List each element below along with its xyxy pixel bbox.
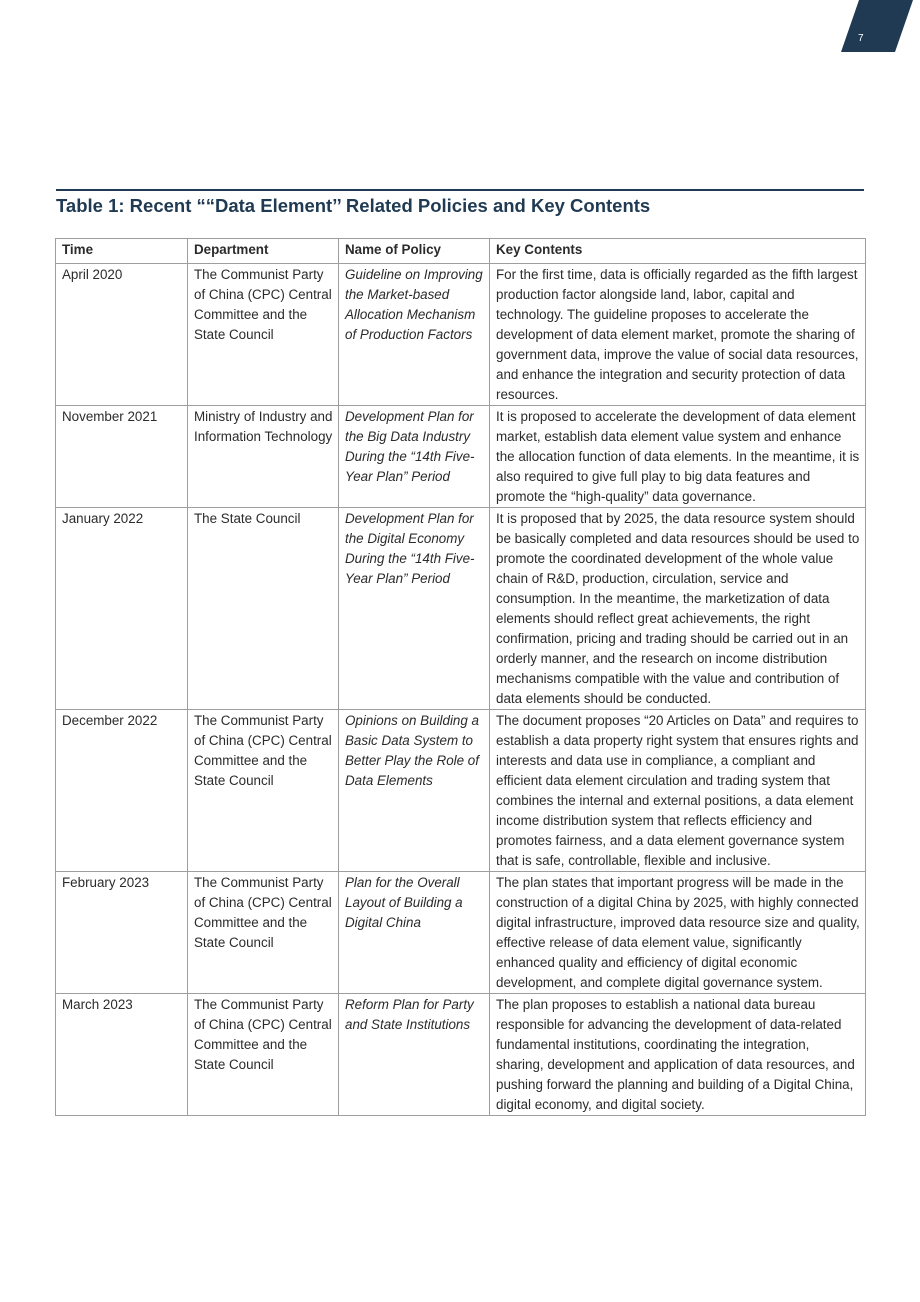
- cell-time: February 2023: [56, 872, 188, 994]
- header-time: Time: [56, 239, 188, 264]
- table-row: [56, 710, 866, 872]
- policy-table: [55, 238, 866, 1116]
- header-key-contents: Key Contents: [490, 239, 866, 264]
- cell-policy: Guideline on Improving the Market-based Allocation Mechanism of Production Factors: [339, 264, 490, 406]
- cell-time: November 2021: [56, 406, 188, 508]
- cell-key-contents: It is proposed that by 2025, the data resource system should be basically completed and data resources should be used to promote the coordinated development of the whole value chain of R&D, production, circulation, service and consumption. In the meantime, the marketization of data elements should reflect great achievements, the right confirmation, pricing and trading should be carried out in an orderly manner, and the research on income distribution mechanisms compatible with the value and contribution of data elements should be conducted.: [490, 508, 866, 710]
- table-row: [56, 508, 866, 710]
- table-row: [56, 872, 866, 994]
- table-row: [56, 264, 866, 406]
- table-row: [56, 406, 866, 508]
- title-rule: [56, 189, 864, 191]
- header-policy: Name of Policy: [339, 239, 490, 264]
- table-title: Table 1: Recent ““Data Element’’ Related Policies and Key Contents: [56, 195, 651, 216]
- cell-time: March 2023: [56, 994, 188, 1116]
- cell-time: April 2020: [56, 264, 188, 406]
- cell-policy: Reform Plan for Party and State Institutions: [339, 994, 490, 1116]
- cell-time: December 2022: [56, 710, 188, 872]
- cell-key-contents: The document proposes “20 Articles on Data” and requires to establish a data property right system that ensures rights and interests and data use in compliance, a compliant and efficient data element circulation and trading system that combines the internal and external positions, a data element income distribution system that reflects efficiency and promotes fairness, and a data element governance system that is safe, controllable, flexible and inclusive.: [490, 710, 866, 872]
- cell-key-contents: It is proposed to accelerate the development of data element market, establish data element value system and enhance the allocation function of data elements. In the meantime, it is also required to give full play to big data features and promote the “high-quality” data governance.: [490, 406, 866, 508]
- cell-department: The Communist Party of China (CPC) Central Committee and the State Council: [188, 264, 339, 406]
- page-number: 7: [858, 33, 864, 44]
- cell-policy: Development Plan for the Digital Economy During the “14th Five-Year Plan” Period: [339, 508, 490, 710]
- cell-key-contents: For the first time, data is officially regarded as the fifth largest production factor alongside land, labor, capital and technology. The guideline proposes to accelerate the development of data element market, promote the sharing of government data, improve the value of social data resources, and enhance the integration and security protection of data resources.: [490, 264, 866, 406]
- table-row: [56, 994, 866, 1116]
- cell-department: Ministry of Industry and Information Technology: [188, 406, 339, 508]
- cell-department: The Communist Party of China (CPC) Central Committee and the State Council: [188, 994, 339, 1116]
- page-number-tab: [841, 0, 913, 52]
- header-department: Department: [188, 239, 339, 264]
- cell-key-contents: The plan proposes to establish a national data bureau responsible for advancing the development of data-related fundamental institutions, coordinating the integration, sharing, development and application of data resources, and pushing forward the planning and building of a Digital China, digital economy, and digital society.: [490, 994, 866, 1116]
- cell-policy: Development Plan for the Big Data Industry During the “14th Five-Year Plan” Period: [339, 406, 490, 508]
- cell-department: The Communist Party of China (CPC) Central Committee and the State Council: [188, 872, 339, 994]
- cell-time: January 2022: [56, 508, 188, 710]
- cell-department: The State Council: [188, 508, 339, 710]
- cell-department: The Communist Party of China (CPC) Central Committee and the State Council: [188, 710, 339, 872]
- cell-key-contents: The plan states that important progress will be made in the construction of a digital China by 2025, with highly connected digital infrastructure, improved data resource size and quality, effective release of data element value, significantly enhanced quality and efficiency of digital economic development, and complete digital governance system.: [490, 872, 866, 994]
- cell-policy: Plan for the Overall Layout of Building a Digital China: [339, 872, 490, 994]
- cell-policy: Opinions on Building a Basic Data System to Better Play the Role of Data Elements: [339, 710, 490, 872]
- table-header-row: [56, 239, 866, 264]
